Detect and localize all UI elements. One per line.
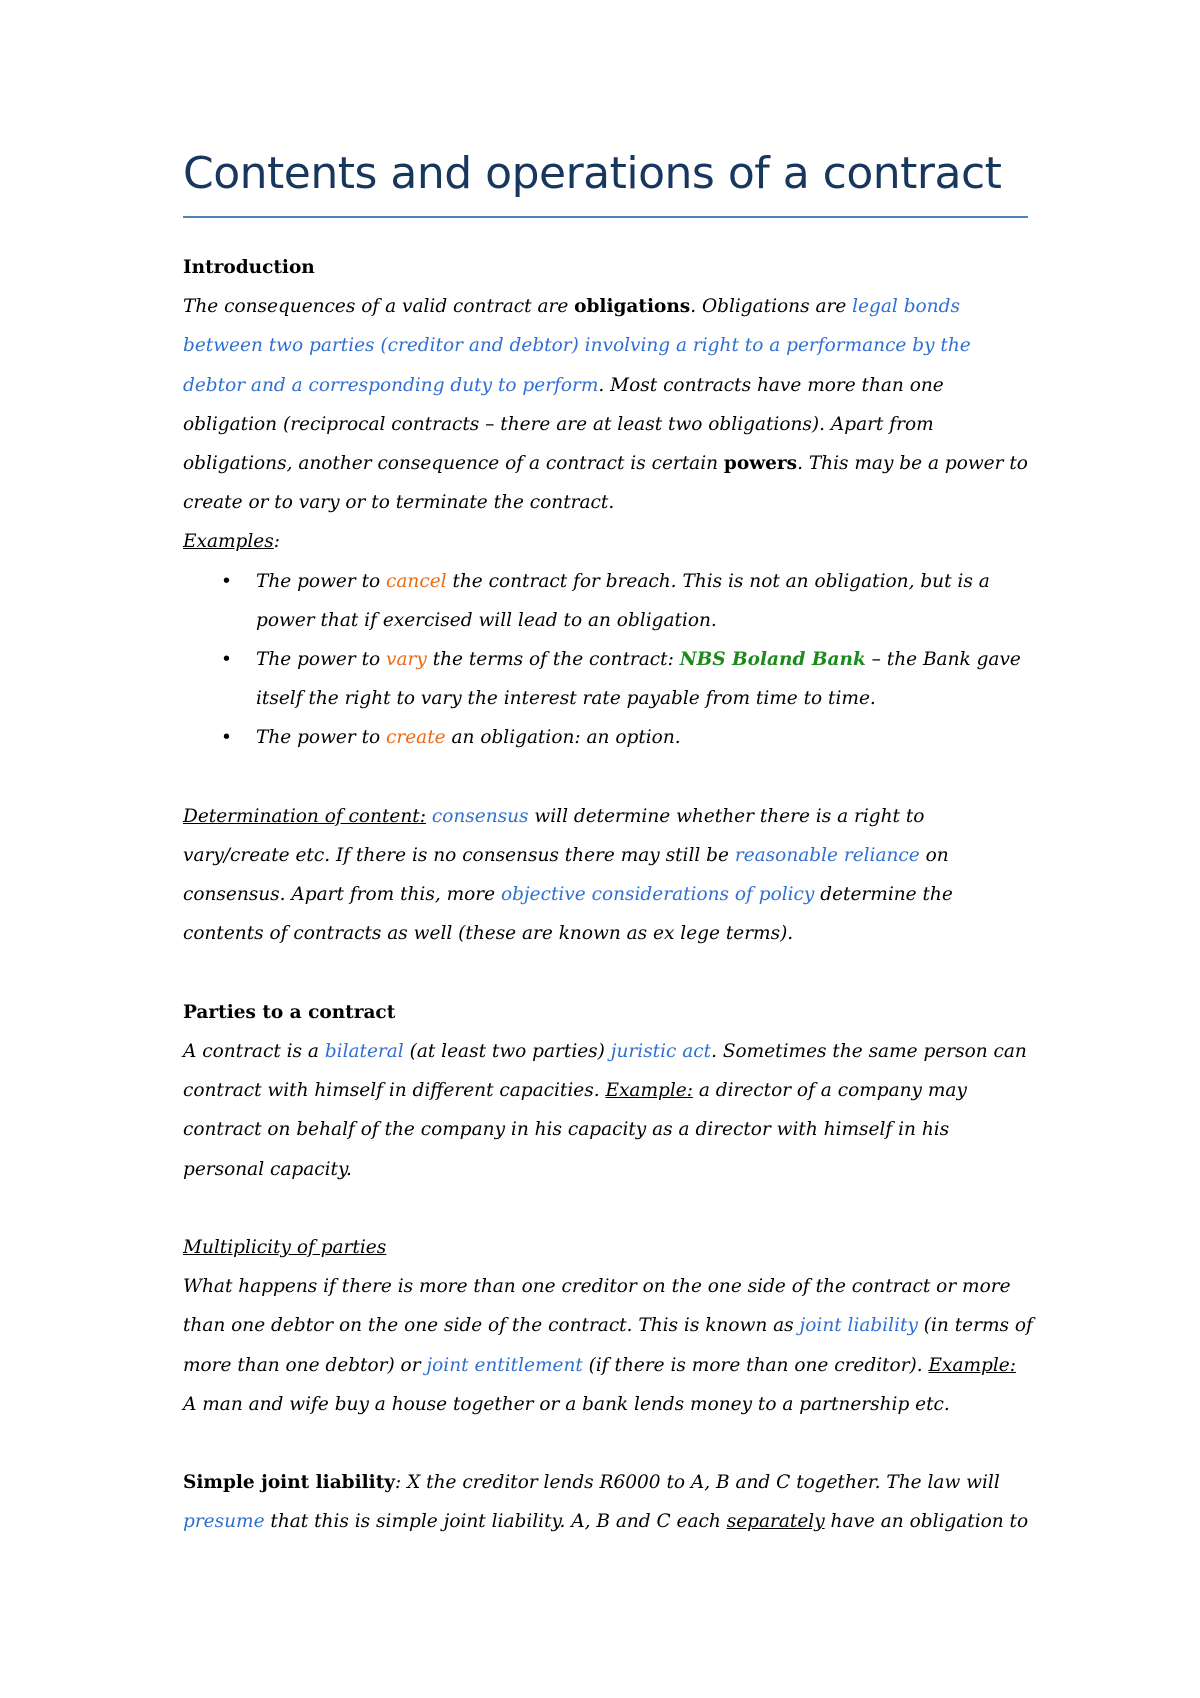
highlight-term: cancel	[386, 570, 447, 592]
spacer	[183, 954, 1033, 993]
spacer	[183, 758, 1033, 797]
example-label: Example:	[605, 1080, 693, 1102]
bold-term: obligations	[574, 296, 691, 318]
page-title: Contents and operations of a contract	[183, 148, 1002, 199]
bullet-icon: •	[221, 649, 232, 671]
highlight-term: juristic act	[610, 1041, 712, 1063]
examples-label: Examples:	[183, 531, 280, 553]
spacer	[183, 1189, 1033, 1228]
highlight-term: presume	[183, 1511, 265, 1533]
underlined-term: separately	[726, 1511, 825, 1533]
parties-paragraph: A contract is a bilateral (at least two parties) juristic act. Sometimes the same person can contract with himself in different capacities. Example: a director of a company may contract on behalf of the company in his capacity as a director with himself in his personal capacity.	[183, 1041, 1027, 1180]
highlight-term: create	[386, 727, 446, 749]
section-heading-inline: Simple joint liability	[183, 1472, 395, 1494]
highlight-term: joint liability	[799, 1315, 918, 1337]
bullet-icon: •	[221, 727, 232, 749]
highlight-term: consensus	[431, 805, 529, 827]
highlight-term: reasonable reliance	[734, 845, 920, 867]
multiplicity-heading: Multiplicity of parties	[183, 1237, 387, 1259]
document-body	[183, 248, 1033, 1542]
highlight-term: legal bonds between two parties (creditor and debtor) involving a right to a performance by the debtor and a corresponding duty to perform	[183, 296, 971, 396]
bullet-icon: •	[221, 570, 232, 592]
parties-heading: Parties to a contract	[183, 1001, 396, 1023]
list-item: • The power to create an obligation: an option.	[183, 718, 1033, 757]
case-name: NBS Boland Bank	[679, 649, 866, 671]
spacer	[183, 1424, 1033, 1463]
highlight-term: objective considerations of policy	[500, 884, 815, 906]
intro-heading: Introduction	[183, 257, 315, 278]
highlight-term: joint entitlement	[426, 1354, 583, 1376]
section-label: Determination of content:	[183, 805, 426, 827]
highlight-term: vary	[386, 649, 427, 671]
bold-term: powers	[723, 453, 798, 475]
highlight-term: bilateral	[324, 1041, 404, 1063]
multiplicity-paragraph: What happens if there is more than one creditor on the one side of the contract or more than one debtor on the one side of the contract. This is known as joint liability (in terms of more than one debtor) or joint entitlement (if there is more than one creditor). Example: A man and wife buy a house together or a bank lends money to a partnership etc.	[183, 1276, 1033, 1415]
simple-liability-paragraph: Simple joint liability: X the creditor lends R6000 to A, B and C together. The law will presume that this is simple joint liability. A, B and C each separately have an obligation to	[183, 1472, 1029, 1533]
determination-paragraph: Determination of content: consensus will determine whether there is a right to vary/create etc. If there is no consensus there may still be reasonable reliance on consensus. Apart from this, more objective considerations of policy determine the contents of contracts as well (these are known as ex lege terms).	[183, 805, 953, 945]
examples-list	[183, 562, 1033, 758]
list-item: • The power to vary the terms of the contract: NBS Boland Bank – the Bank gave itself the right to vary the interest rate payable from time to time.	[183, 640, 1033, 718]
list-item: • The power to cancel the contract for breach. This is not an obligation, but is a power that if exercised will lead to an obligation.	[183, 562, 1033, 640]
title-underline	[183, 216, 1028, 218]
intro-paragraph: The consequences of a valid contract are obligations. Obligations are legal bonds between two parties (creditor and debtor) involving a right to a performance by the debtor and a corresponding duty to perform. Most contracts have more than one obligation (reciprocal contracts – there are at least two obligations). Apart from obligations, another consequence of a contract is certain powers. This may be a power to create or to vary or to terminate the contract.	[183, 296, 1028, 514]
example-label: Example:	[928, 1354, 1016, 1376]
